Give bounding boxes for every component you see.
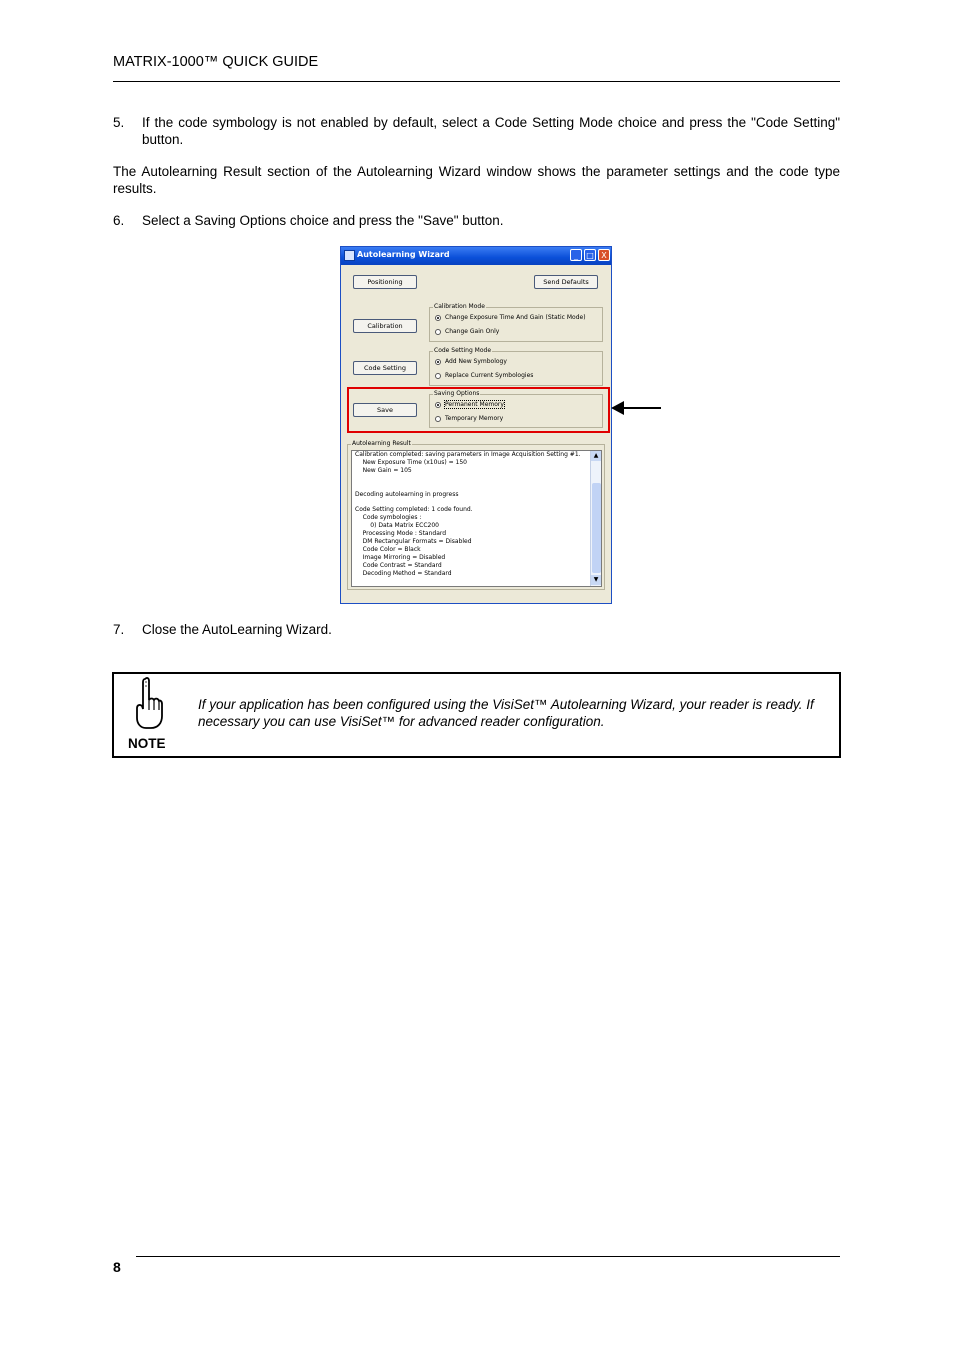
code-setting-mode-label: Code Setting Mode [434, 347, 492, 354]
autolearning-result-textarea[interactable] [351, 450, 602, 587]
step-7-text: Close the AutoLearning Wizard. [142, 622, 332, 637]
maximize-button[interactable]: □ [584, 249, 596, 261]
step-6-number: 6. [113, 213, 125, 228]
step-5-number: 5. [113, 115, 125, 130]
running-header: MATRIX-1000™ QUICK GUIDE [113, 54, 319, 70]
calibration-option-static-radio[interactable] [435, 315, 441, 321]
code-setting-mode-group [429, 347, 603, 386]
calibration-option-gain-label: Change Gain Only [445, 328, 500, 335]
pointer-arrow-line [623, 407, 661, 409]
positioning-button[interactable]: Positioning [353, 275, 417, 289]
calibration-option-static-label: Change Exposure Time And Gain (Static Mode) [445, 314, 586, 321]
result-line: Code Contrast = Standard [355, 562, 442, 569]
calibration-option-gain-radio[interactable] [435, 329, 441, 335]
note-text: If your application has been configured using the VisiSet™ Autolearning Wizard, your reader is ready. If necessary you can use VisiSet™ for advanced reader configuration. [198, 697, 814, 729]
add-new-symbology-radio[interactable] [435, 359, 441, 365]
window-title: Autolearning Wizard [357, 250, 450, 259]
calibration-mode-group [429, 303, 603, 342]
result-scrollbar[interactable] [590, 451, 601, 586]
result-line: DM Rectangular Formats = Disabled [355, 538, 472, 545]
replace-symbologies-radio[interactable] [435, 373, 441, 379]
page-number: 8 [113, 1259, 121, 1275]
step-7-number: 7. [113, 622, 125, 637]
temporary-memory-label: Temporary Memory [445, 415, 504, 422]
calibration-mode-label: Calibration Mode [434, 303, 485, 310]
result-paragraph: The Autolearning Result section of the Autolearning Wizard window shows the parameter settings and the code type results. [113, 164, 840, 196]
pointer-arrow-icon [611, 401, 624, 415]
save-button[interactable]: Save [353, 403, 417, 417]
autolearning-wizard-window [340, 246, 612, 604]
scroll-down-icon[interactable]: ▼ [591, 575, 601, 585]
calibration-button[interactable]: Calibration [353, 319, 417, 333]
saving-options-highlight [347, 387, 610, 433]
step-6-text: Select a Saving Options choice and press the "Save" button. [142, 213, 504, 228]
step-5-text: If the code symbology is not enabled by default, select a Code Setting Mode choice and press the "Code Setting" button. [142, 115, 840, 147]
result-line: 0) Data Matrix ECC200 [355, 522, 439, 529]
add-new-symbology-label: Add New Symbology [445, 358, 507, 365]
scroll-up-icon[interactable]: ▲ [591, 451, 601, 461]
result-line: Processing Mode : Standard [355, 530, 447, 537]
result-line: New Exposure Time (x10us) = 150 [355, 459, 467, 466]
result-line: Code Color = Black [355, 546, 421, 553]
pointing-hand-icon [132, 676, 164, 732]
note-label: NOTE [128, 736, 166, 751]
result-line: Calibration completed: saving parameters in Image Acquisition Setting #1. [355, 451, 581, 458]
result-line: New Gain = 105 [355, 467, 412, 474]
close-button[interactable]: X [598, 249, 610, 261]
title-bar [341, 247, 611, 265]
code-setting-button[interactable]: Code Setting [353, 361, 417, 375]
app-icon [344, 250, 355, 261]
header-rule [113, 81, 840, 82]
result-line: Image Mirroring = Disabled [355, 554, 446, 561]
footer-rule [136, 1256, 840, 1257]
replace-symbologies-label: Replace Current Symbologies [445, 372, 534, 379]
saving-options-label: Saving Options [434, 390, 480, 397]
permanent-memory-label: Permanent Memory [445, 401, 504, 408]
scroll-thumb[interactable] [592, 483, 601, 573]
result-line: Code Setting completed: 1 code found. [355, 506, 473, 513]
autolearning-result-label: Autolearning Result [352, 440, 411, 447]
result-line: Decoding autolearning in progress [355, 491, 459, 498]
send-defaults-button[interactable]: Send Defaults [534, 275, 598, 289]
result-line: Code symbologies : [355, 514, 422, 521]
result-line: Decoding Method = Standard [355, 570, 452, 577]
minimize-button[interactable]: _ [570, 249, 582, 261]
